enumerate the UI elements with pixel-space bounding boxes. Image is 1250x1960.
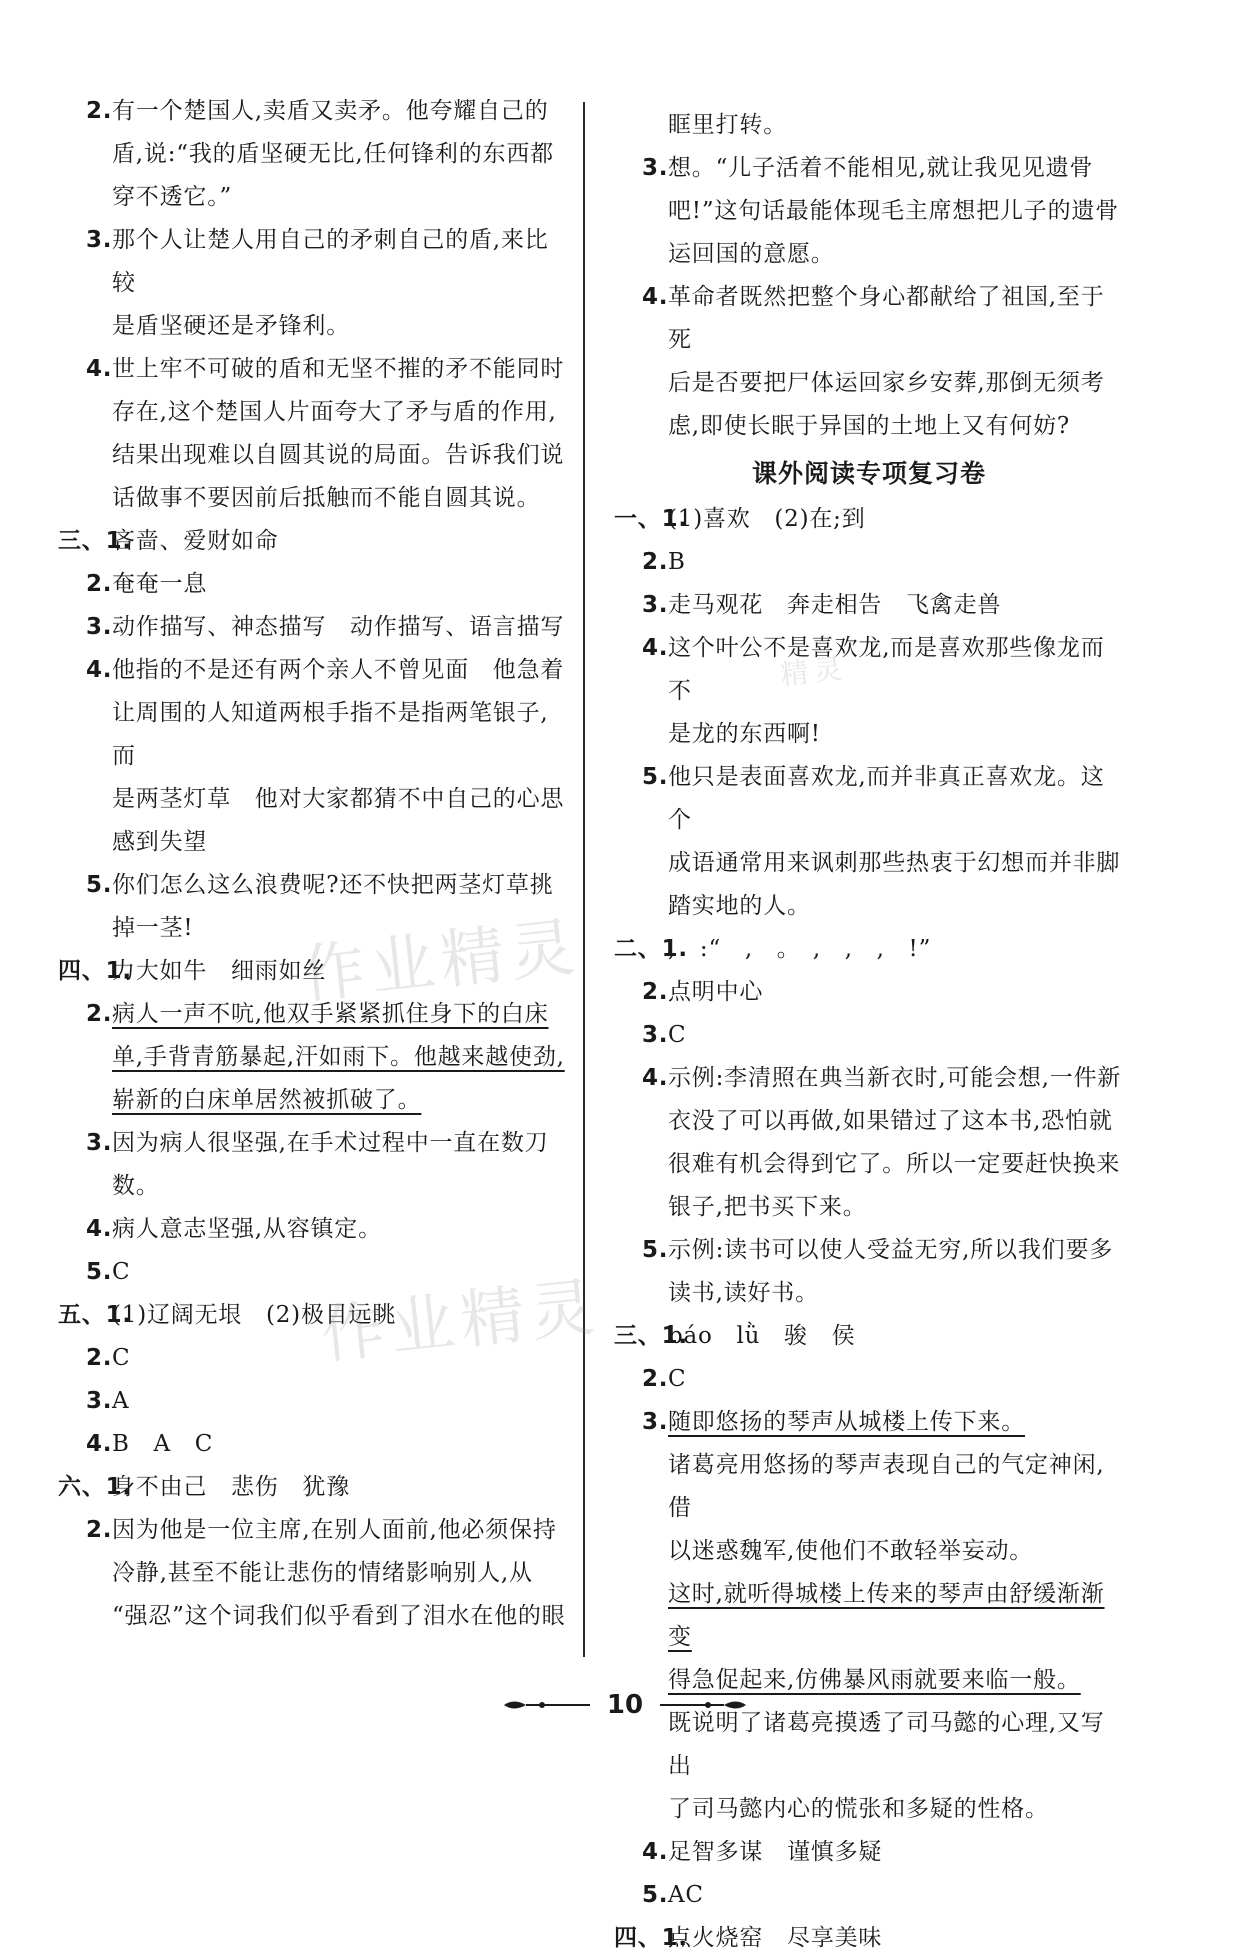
answer-line: 读书,读好书。 <box>668 1280 819 1306</box>
answer-line: báo lǜ 骏 侯 <box>668 1323 856 1349</box>
answer-line: C <box>112 1345 131 1371</box>
answer-line: 诸葛亮用悠扬的琴声表现自己的气定神闲,借 <box>668 1452 1105 1521</box>
answer-item <box>614 498 1124 541</box>
underlined-text: 单,手背青筋暴起,汗如雨下。他越来越使劲, <box>112 1044 565 1070</box>
answer-line: 银子,把书买下来。 <box>668 1194 867 1220</box>
answer-line <box>112 1036 568 1079</box>
item-number: 四、1. <box>58 958 132 984</box>
answer-line: 成语通常用来讽刺那些热衷于幻想而并非脚 <box>668 850 1121 876</box>
answer-item <box>614 1057 1124 1229</box>
answer-line: 虑,即使长眠于异国的土地上又有何妨? <box>668 413 1071 439</box>
answer-line: 想。“儿子活着不能相见,就让我见见遗骨 <box>668 155 1094 181</box>
right-column <box>614 104 1124 1960</box>
answer-line: 因为病人很坚强,在手术过程中一直在数刀 <box>112 1130 549 1156</box>
answer-line: A <box>112 1388 130 1414</box>
item-number: 5. <box>642 1237 669 1263</box>
answer-line: 既说明了诸葛亮摸透了司马懿的心理,又写出 <box>668 1710 1105 1779</box>
answer-line: C <box>668 1022 687 1048</box>
answer-line: 这个叶公不是喜欢龙,而是喜欢那些像龙而不 <box>668 635 1105 704</box>
answer-line: 数。 <box>112 1173 160 1199</box>
answer-line: 奄奄一息 <box>112 571 208 597</box>
answer-line: 身不由己 悲伤 犹豫 <box>112 1474 350 1500</box>
item-number: 五、1. <box>58 1302 132 1328</box>
watermark: 精灵 <box>778 651 850 692</box>
item-number: 4. <box>642 1839 669 1865</box>
item-number: 三、1. <box>58 528 132 554</box>
answer-line <box>112 1079 568 1122</box>
answer-item <box>58 348 568 520</box>
item-number: 5. <box>642 1882 669 1908</box>
answer-line: B <box>668 549 686 575</box>
left-ornament-icon <box>502 1697 592 1713</box>
answer-item <box>614 1401 1124 1573</box>
answer-item <box>614 1358 1124 1401</box>
answer-line: 吝啬、爱财如命 <box>112 528 279 554</box>
answer-line: (1)喜欢 (2)在;到 <box>668 506 866 532</box>
answer-item <box>614 1874 1124 1917</box>
answer-item <box>614 541 1124 584</box>
answer-line: 示例:读书可以使人受益无穷,所以我们要多 <box>668 1237 1114 1263</box>
item-number: 4. <box>86 1431 113 1457</box>
item-number: 3. <box>642 1022 669 1048</box>
item-number: 3. <box>642 1409 669 1435</box>
answer-item <box>614 756 1124 928</box>
item-number: 2. <box>642 979 669 1005</box>
item-number: 3. <box>642 592 669 618</box>
answer-line: 踏实地的人。 <box>668 893 811 919</box>
answer-item <box>58 90 568 219</box>
answer-line: 是两茎灯草 他对大家都猜不中自己的心思 <box>112 786 565 812</box>
item-number: 2. <box>86 1517 113 1543</box>
answer-line: (1)辽阔无垠 (2)极目远眺 <box>112 1302 397 1328</box>
answer-line: 是龙的东西啊! <box>668 721 821 747</box>
item-number: 5. <box>86 872 113 898</box>
answer-line: 吧!”这句话最能体现毛主席想把儿子的遗骨 <box>668 198 1120 224</box>
answer-line: 点明中心 <box>668 979 764 1005</box>
answer-item <box>58 649 568 864</box>
answer-line: 很难有机会得到它了。所以一定要赶快换来 <box>668 1151 1121 1177</box>
answer-line: 那个人让楚人用自己的矛刺自己的盾,来比较 <box>112 227 549 296</box>
answer-line: 眶里打转。 <box>668 112 787 138</box>
answer-line: 他指的不是还有两个亲人不曾见面 他急着 <box>112 657 565 683</box>
underlined-text: 崭新的白床单居然被抓破了。 <box>112 1087 422 1113</box>
answer-line: AC <box>668 1882 704 1908</box>
answer-item <box>58 563 568 606</box>
answer-line: 力大如牛 细雨如丝 <box>112 958 327 984</box>
item-number: 2. <box>86 98 113 124</box>
answer-line: , :“ , 。 , , , !” <box>668 936 932 962</box>
answer-item <box>58 1380 568 1423</box>
answer-item <box>614 104 1124 147</box>
item-number: 4. <box>86 356 113 382</box>
answer-line: 世上牢不可破的盾和无坚不摧的矛不能同时 <box>112 356 565 382</box>
item-number: 三、1. <box>614 1323 688 1349</box>
answer-item <box>58 1466 568 1509</box>
answer-item <box>614 584 1124 627</box>
answer-line: 话做事不要因前后抵触而不能自圆其说。 <box>112 485 541 511</box>
answer-line: 你们怎么这么浪费呢?还不快把两茎灯草挑 <box>112 872 554 898</box>
answer-item <box>614 971 1124 1014</box>
answer-line <box>112 993 568 1036</box>
item-number: 5. <box>642 764 669 790</box>
answer-item <box>58 1423 568 1466</box>
watermark: 作业精灵 <box>317 1270 604 1374</box>
answer-line: 了司马懿内心的慌张和多疑的性格。 <box>668 1796 1049 1822</box>
answer-item <box>614 1229 1124 1315</box>
item-number: 2. <box>642 1366 669 1392</box>
answer-line: 是盾坚硬还是矛锋利。 <box>112 313 350 339</box>
underlined-text: 这时,就听得城楼上传来的琴声由舒缓渐渐变 <box>668 1581 1105 1650</box>
answer-line: 衣没了可以再做,如果错过了这本书,恐怕就 <box>668 1108 1113 1134</box>
answer-line: 足智多谋 谨慎多疑 <box>668 1839 883 1865</box>
answer-item <box>58 1251 568 1294</box>
item-number: 六、1. <box>58 1474 132 1500</box>
answer-item <box>614 627 1124 756</box>
answer-item <box>614 147 1124 276</box>
answer-item <box>614 1315 1124 1358</box>
underlined-text: 得急促起来,仿佛暴风雨就要来临一般。 <box>668 1667 1081 1693</box>
answer-line: 后是否要把尸体运回家乡安葬,那倒无须考 <box>668 370 1105 396</box>
item-number: 一、1. <box>614 506 688 532</box>
item-number: 2. <box>86 1345 113 1371</box>
answer-item <box>614 1014 1124 1057</box>
item-number: 3. <box>642 155 669 181</box>
item-number: 2. <box>642 549 669 575</box>
answer-line: 结果出现难以自圆其说的局面。告诉我们说 <box>112 442 565 468</box>
answer-line: 因为他是一位主席,在别人面前,他必须保持 <box>112 1517 557 1543</box>
item-number: 3. <box>86 227 113 253</box>
answer-item <box>58 1208 568 1251</box>
answer-item <box>58 1509 568 1638</box>
answer-item <box>58 606 568 649</box>
item-number: 四、1. <box>614 1925 688 1951</box>
answer-line: C <box>668 1366 687 1392</box>
answer-item <box>58 219 568 348</box>
right-ornament-icon <box>658 1697 748 1713</box>
page-footer <box>0 1690 1250 1730</box>
answer-item <box>614 928 1124 971</box>
item-number: 4. <box>642 635 669 661</box>
answer-item <box>58 1122 568 1208</box>
answer-item <box>614 276 1124 448</box>
answer-line: 让周围的人知道两根手指不是指两笔银子,而 <box>112 700 549 769</box>
answer-line <box>668 1401 1124 1444</box>
answer-line: “强忍”这个词我们似乎看到了泪水在他的眼 <box>112 1603 566 1629</box>
item-number: 2. <box>86 1001 113 1027</box>
answer-item <box>58 864 568 950</box>
answer-line: 有一个楚国人,卖盾又卖矛。他夸耀自己的 <box>112 98 549 124</box>
answer-line: 感到失望 <box>112 829 208 855</box>
item-number: 4. <box>642 284 669 310</box>
answer-line: 冷静,甚至不能让悲伤的情绪影响别人,从 <box>112 1560 533 1586</box>
answer-item <box>58 993 568 1122</box>
answer-line: 存在,这个楚国人片面夸大了矛与盾的作用, <box>112 399 557 425</box>
item-number: 4. <box>86 657 113 683</box>
answer-line: 革命者既然把整个身心都献给了祖国,至于死 <box>668 284 1105 353</box>
answer-line: 动作描写、神态描写 动作描写、语言描写 <box>112 614 565 640</box>
item-number: 二、1. <box>614 936 688 962</box>
answer-line: 掉一茎! <box>112 915 194 941</box>
watermark: 作业精灵 <box>297 910 584 1014</box>
item-number: 2. <box>86 571 113 597</box>
underlined-text: 随即悠扬的琴声从城楼上传下来。 <box>668 1409 1025 1435</box>
answer-line: 示例:李清照在典当新衣时,可能会想,一件新 <box>668 1065 1122 1091</box>
item-number: 3. <box>86 1130 113 1156</box>
answer-item <box>614 1917 1124 1960</box>
item-number: 3. <box>86 1388 113 1414</box>
underlined-text: 病人一声不吭,他双手紧紧抓住身下的白床 <box>112 1001 549 1027</box>
answer-line: 以迷惑魏军,使他们不敢轻举妄动。 <box>668 1538 1034 1564</box>
item-number: 4. <box>86 1216 113 1242</box>
item-number: 4. <box>642 1065 669 1091</box>
section-title: 课外阅读专项复习卷 <box>751 459 986 488</box>
answer-item <box>58 1294 568 1337</box>
item-number: 5. <box>86 1259 113 1285</box>
answer-line: 盾,说:“我的盾坚硬无比,任何锋利的东西都 <box>112 141 554 167</box>
answer-line: 穿不透它。” <box>112 184 233 210</box>
answer-line: 病人意志坚强,从容镇定。 <box>112 1216 382 1242</box>
answer-line: 走马观花 奔走相告 飞禽走兽 <box>668 592 1002 618</box>
column-divider <box>583 102 585 1657</box>
answer-item <box>58 950 568 993</box>
page-number: 10 <box>606 1690 644 1720</box>
answer-item <box>614 1573 1124 1702</box>
answer-line <box>668 1573 1124 1659</box>
answer-item <box>614 1831 1124 1874</box>
item-number: 3. <box>86 614 113 640</box>
answer-line: 运回国的意愿。 <box>668 241 835 267</box>
answer-item <box>58 1337 568 1380</box>
answer-line: C <box>112 1259 131 1285</box>
answer-line: B A C <box>112 1431 214 1457</box>
answer-line: 点火烧窑 尽享美味 <box>668 1925 883 1951</box>
answer-line: 他只是表面喜欢龙,而并非真正喜欢龙。这个 <box>668 764 1105 833</box>
answer-item <box>58 520 568 563</box>
left-column <box>58 90 568 1638</box>
